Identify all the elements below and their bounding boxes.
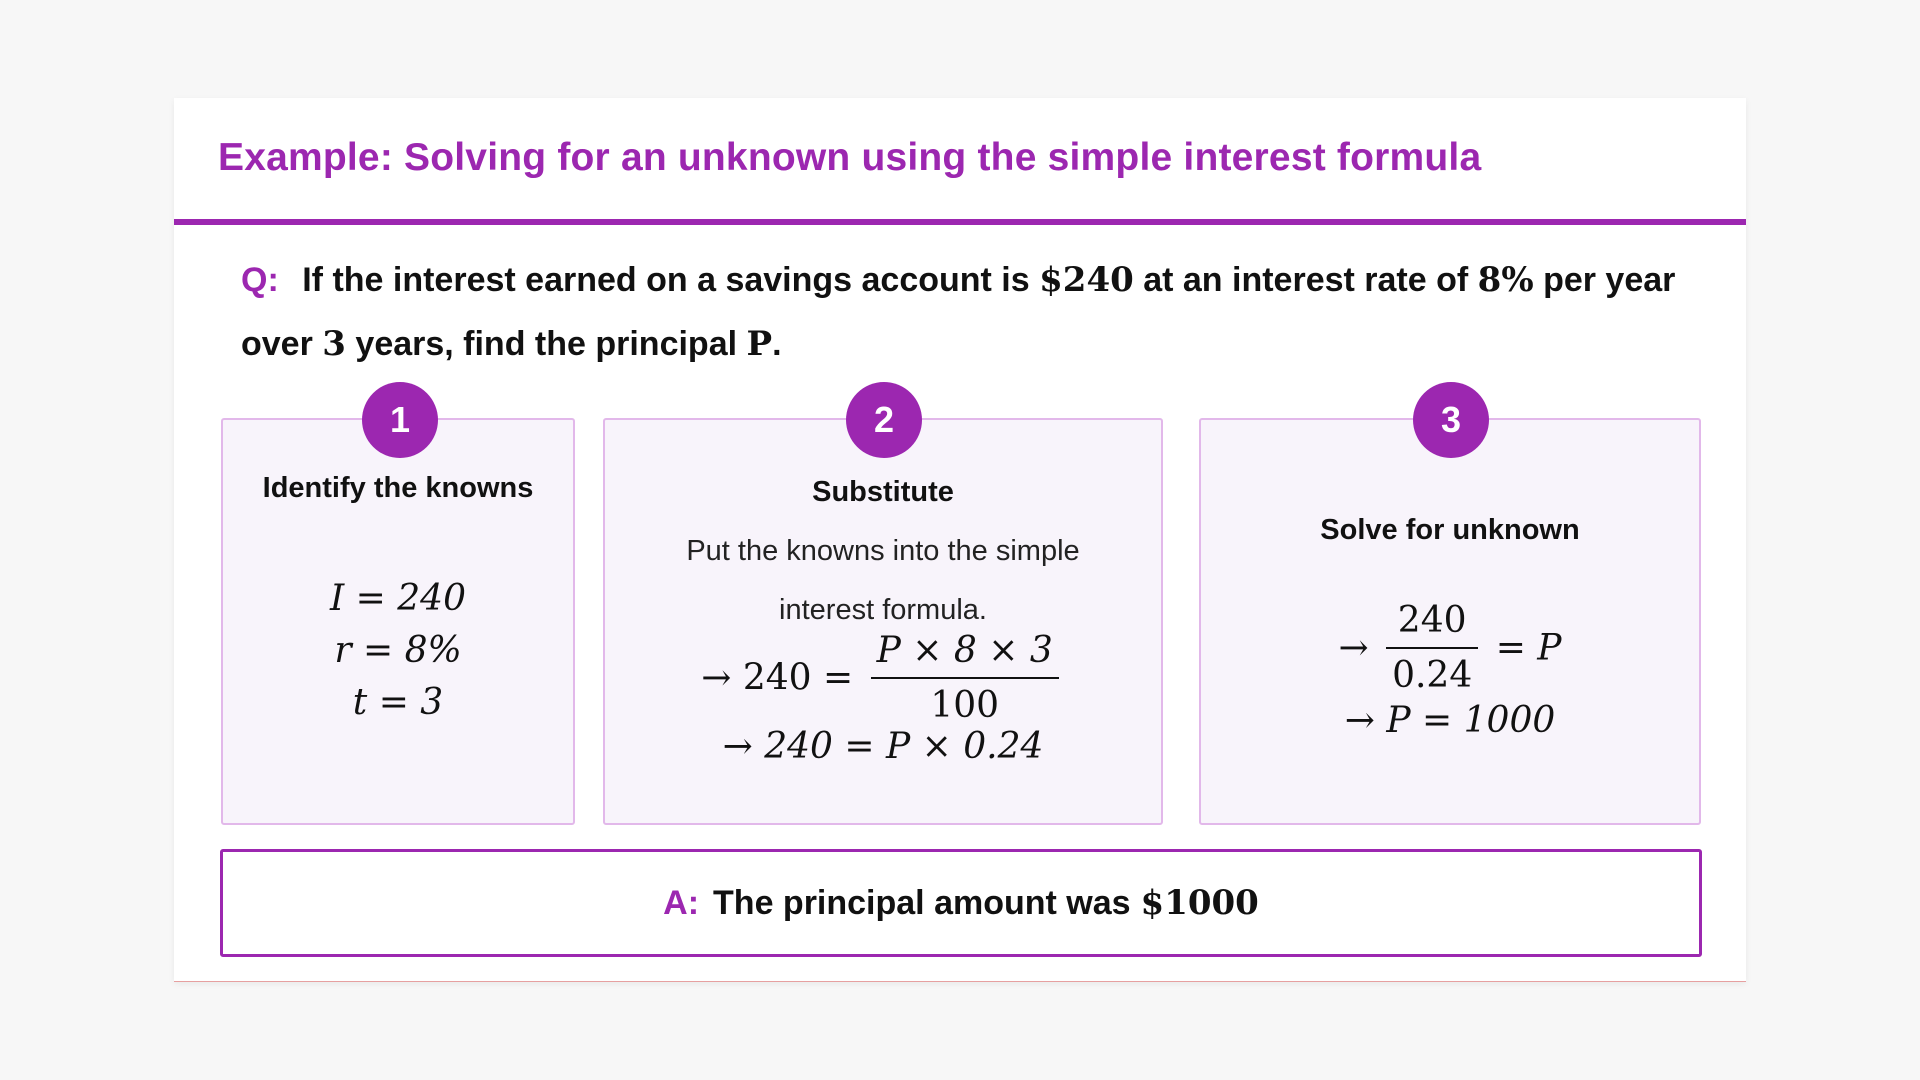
question-interest: $240 [1039, 260, 1134, 300]
question-part2: at an interest rate of [1143, 261, 1469, 299]
step-description-line2: interest formula. [779, 594, 987, 626]
question-text [241, 248, 1681, 376]
step-card-3 [1199, 399, 1701, 825]
solution-equation: → P = 1000 [1344, 700, 1556, 741]
question-part3: per year over [241, 261, 1676, 363]
question-label: Q: [241, 261, 279, 299]
step-card-1 [221, 399, 575, 825]
step-number-badge: 3 [1413, 382, 1489, 458]
step-title: Identify the knowns [262, 472, 534, 504]
step-card-2 [603, 399, 1163, 825]
equation-rhs: = P [1495, 627, 1562, 669]
fraction [871, 630, 1059, 726]
question-years: 3 [322, 324, 346, 364]
question-part1: If the interest earned on a savings account is [302, 261, 1030, 299]
step-number-badge: 1 [362, 382, 438, 458]
fraction-numerator: P × 8 × 3 [871, 630, 1059, 679]
division-equation [1201, 600, 1699, 696]
answer-value: $1000 [1140, 883, 1259, 923]
question-end: . [772, 325, 782, 363]
question-part4: years, find the principal [355, 325, 738, 363]
equation-lhs: → 240 = [701, 657, 854, 699]
fraction [1386, 600, 1478, 696]
step-number-badge: 2 [846, 382, 922, 458]
page-title: Example: Solving for an unknown using the simple interest formula [218, 136, 1482, 179]
question-principal-symbol: P [746, 324, 773, 364]
answer-box [220, 849, 1702, 957]
question-rate: 8% [1477, 260, 1534, 300]
step-description-line1: Put the knowns into the simple [686, 535, 1080, 567]
fraction-denominator: 0.24 [1392, 655, 1473, 696]
substitution-equation [605, 630, 1161, 726]
title-divider [174, 219, 1746, 225]
simplified-equation: → 240 = P × 0.24 [722, 726, 1044, 767]
known-time: t = 3 [352, 682, 444, 723]
step-title: Solve for unknown [1320, 514, 1580, 546]
known-interest: I = 240 [330, 578, 466, 619]
fraction-denominator: 100 [930, 685, 1000, 726]
fraction-numerator: 240 [1386, 600, 1478, 649]
known-rate: r = 8% [334, 630, 462, 671]
equation-arrow: → [1338, 627, 1369, 669]
answer-label: A: [663, 883, 700, 922]
step-title: Substitute [812, 476, 954, 508]
answer-text: The principal amount was [713, 883, 1131, 922]
example-card [174, 98, 1746, 982]
